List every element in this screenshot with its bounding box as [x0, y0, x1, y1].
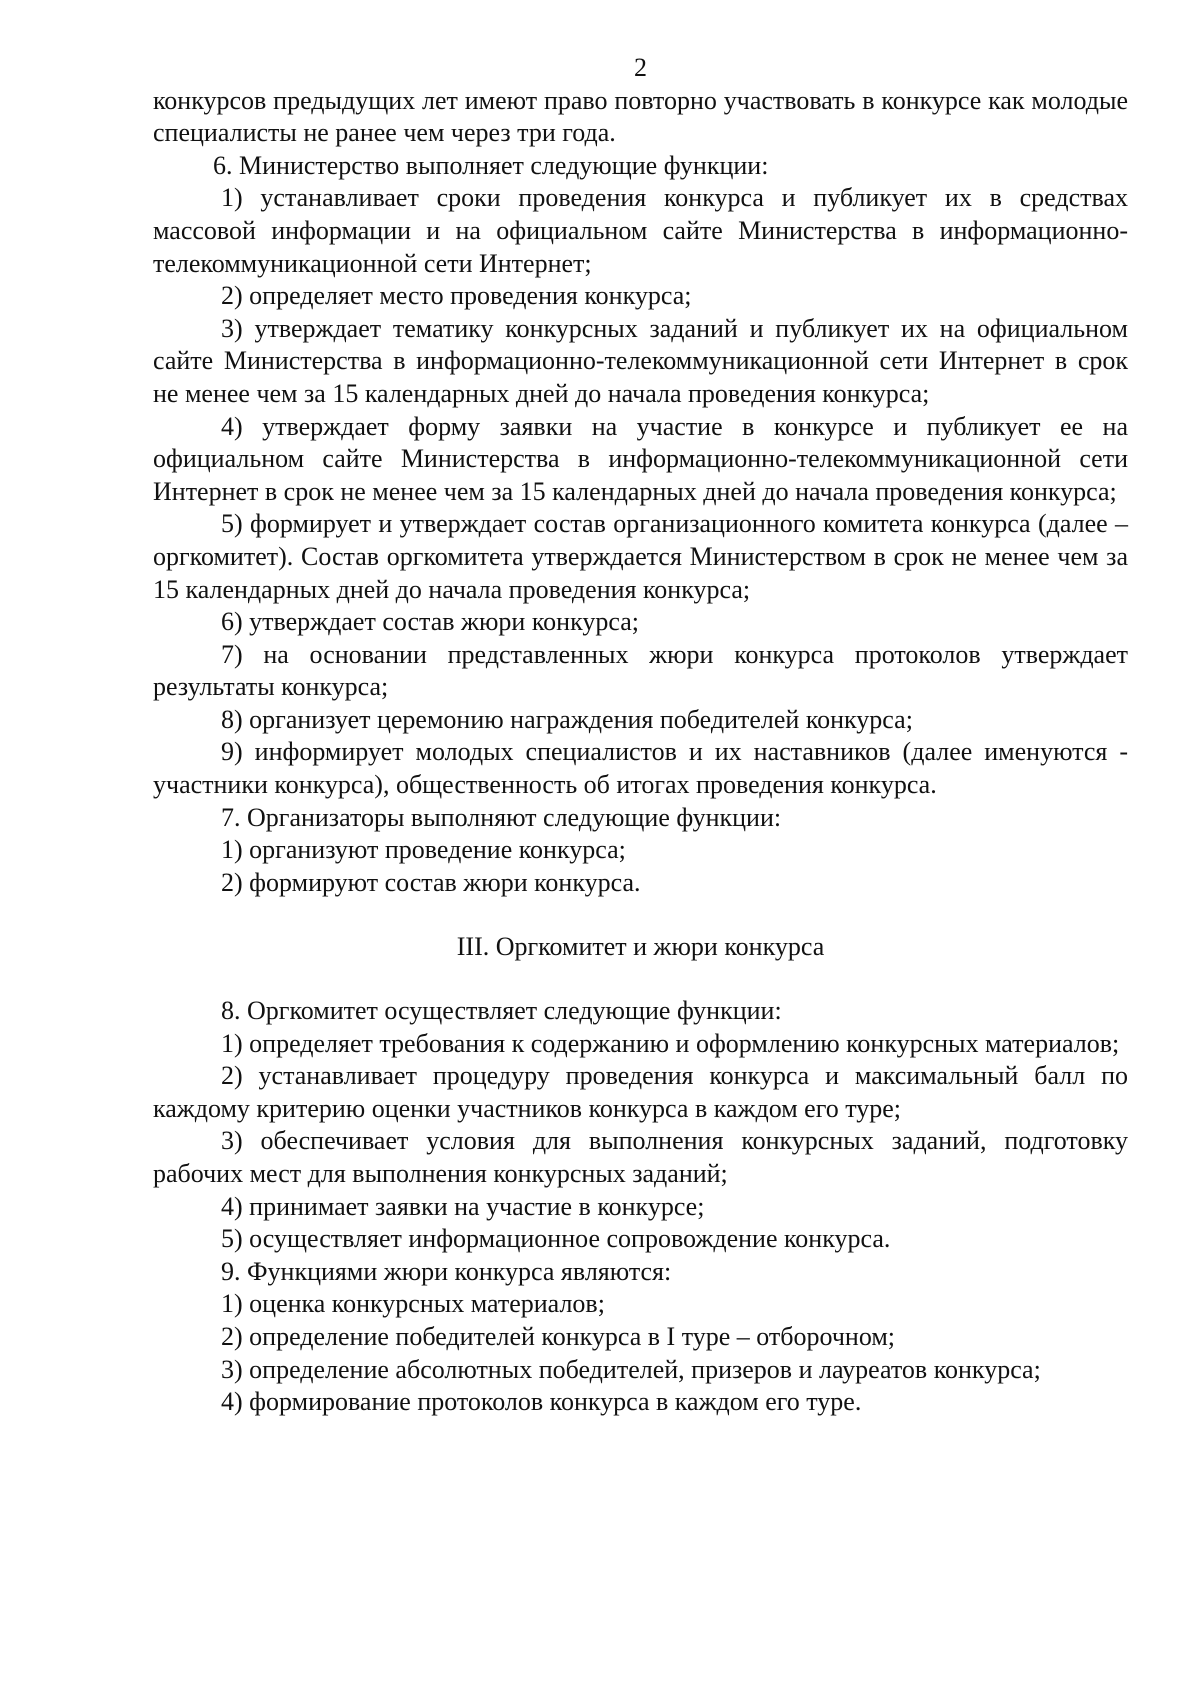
paragraph-item-6: 6. Министерство выполняет следующие функции: [213, 150, 769, 180]
list-item: 7) на основании представленных жюри конкурса протоколов утверждает результаты конкурса; [153, 639, 1128, 702]
list-item: 2) устанавливает процедуру проведения конкурса и максимальный балл по каждому критерию оценки участников конкурса в каждом его туре; [153, 1061, 1128, 1123]
list-item: 2) определяет место проведения конкурса; [221, 281, 692, 311]
list-item: 1) устанавливает сроки проведения конкурса и публикует их в средствах массовой информации и на официальном сайте Министерства в информационно-телекоммуникационной сети Интернет; [153, 183, 1128, 278]
list-item: 4) принимает заявки на участие в конкурсе; [221, 1191, 705, 1221]
paragraph-item-7: 7. Организаторы выполняют следующие функции: [221, 802, 782, 832]
list-item: 1) оценка конкурсных материалов; [221, 1289, 605, 1319]
page-number: 2 [634, 53, 647, 82]
list-item: 6) утверждает состав жюри конкурса; [221, 607, 639, 637]
document-page [153, 52, 1128, 1419]
list-item: 2) определение победителей конкурса в I туре – отборочном; [221, 1321, 896, 1351]
list-item: 4) формирование протоколов конкурса в каждом его туре. [221, 1387, 862, 1417]
list-item: 4) утверждает форму заявки на участие в конкурсе и публикует ее на официальном сайте Министерства в информационно-телекоммуникационной сети Интернет в срок не менее чем за 15 календарных дней до начала проведения конкурса; [153, 411, 1128, 506]
list-item: 3) обеспечивает условия для выполнения конкурсных заданий, подготовку рабочих мест для выполнения конкурсных заданий; [153, 1126, 1128, 1188]
list-item: 3) определение абсолютных победителей, призеров и лауреатов конкурса; [221, 1354, 1041, 1384]
list-item: 5) осуществляет информационное сопровождение конкурса. [221, 1224, 891, 1254]
list-item: 9) информирует молодых специалистов и их наставников (далее именуются - участники конкурса), общественность об итогах проведения конкурса. [153, 737, 1128, 800]
list-item: 8) организует церемонию награждения победителей конкурса; [221, 704, 913, 734]
list-item: 5) формирует и утверждает состав организационного комитета конкурса (далее – оргкомитет). Состав оргкомитета утверждается Министерством в срок не менее чем за 15 календарных дней до начала проведения конкурса; [153, 509, 1128, 604]
list-item: 1) организуют проведение конкурса; [221, 835, 626, 865]
paragraph-item-8: 8. Оргкомитет осуществляет следующие функции: [221, 996, 782, 1026]
paragraph: конкурсов предыдущих лет имеют право повторно участвовать в конкурсе как молодые специалисты не ранее чем через три года. [153, 85, 1128, 148]
list-item: 3) утверждает тематику конкурсных заданий и публикует их на официальном сайте Министерства в информационно-телекоммуникационной сети Интернет в срок не менее чем за 15 календарных дней до начала проведения конкурса; [153, 313, 1128, 408]
list-item: 2) формируют состав жюри конкурса. [221, 867, 641, 897]
section-heading: III. Оргкомитет и жюри конкурса [456, 932, 825, 962]
list-item: 1) определяет требования к содержанию и оформлению конкурсных материалов; [221, 1028, 1120, 1058]
paragraph-item-9: 9. Функциями жюри конкурса являются: [221, 1256, 672, 1286]
